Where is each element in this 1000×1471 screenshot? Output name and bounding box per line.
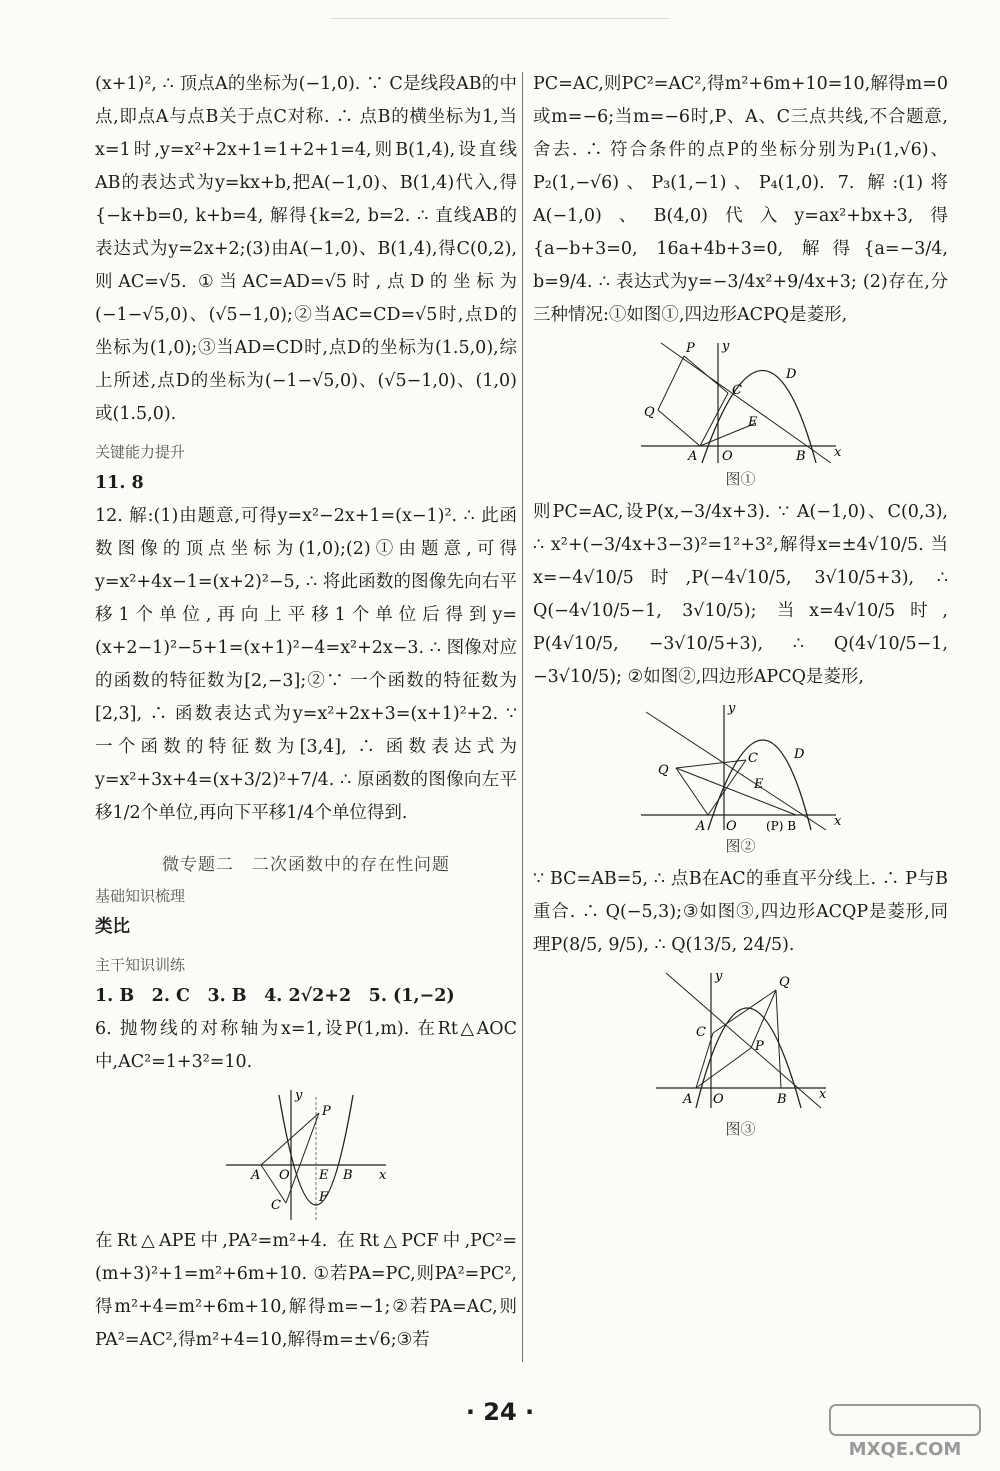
svg-text:Q: Q [657, 763, 669, 778]
svg-text:C: C [731, 383, 742, 398]
svg-text:O: O [721, 449, 733, 464]
svg-text:C: C [695, 1025, 706, 1040]
svg-text:P: P [754, 1039, 764, 1054]
svg-text:B: B [776, 1092, 787, 1107]
left-column [95, 68, 517, 1357]
svg-text:B: B [795, 449, 806, 464]
figure-3-rhombus-ACQP [651, 968, 831, 1118]
svg-text:O: O [712, 1092, 724, 1107]
svg-text:D: D [793, 747, 804, 762]
figure-caption: 图② [725, 837, 756, 855]
svg-text:(P) B: (P) B [765, 819, 796, 833]
svg-text:x: x [818, 1087, 826, 1102]
header-rule [330, 18, 670, 19]
svg-text:y: y [714, 969, 722, 984]
svg-text:A: A [695, 819, 705, 834]
solution-paragraph: ∵ BC=AB=5, ∴ 点B在AC的垂直平分线上. ∴ P与B重合. ∴ Q(−5,3);③如图③,四边形ACQP是菱形,同理P(8/5, 9/5), ∴ Q(13/5, 24/5). [533, 869, 948, 955]
figure-parabola-q6 [221, 1085, 391, 1225]
answer-list: 1. B 2. C 3. B 4. 2√2+2 5. (1,−2) [95, 986, 455, 1006]
topic-title: 微专题二 二次函数中的存在性问题 [162, 855, 450, 875]
svg-text:y: y [727, 701, 735, 716]
svg-text:E: E [319, 1168, 329, 1183]
svg-text:O: O [279, 1168, 290, 1183]
keyword: 类比 [95, 917, 130, 937]
svg-text:B: B [343, 1168, 353, 1183]
svg-text:y: y [721, 339, 729, 354]
svg-text:E: E [747, 415, 757, 430]
svg-text:P: P [322, 1104, 331, 1119]
figure-caption: 图① [725, 470, 756, 488]
svg-text:Q: Q [643, 405, 655, 420]
watermark-logo [820, 1401, 990, 1461]
svg-text:O: O [725, 819, 737, 834]
svg-text:A: A [682, 1092, 692, 1107]
svg-text:C: C [747, 751, 758, 766]
solution-paragraph: PC=AC,则PC²=AC²,得m²+6m+10=10,解得m=0或m=−6;当m=−6时,P、A、C三点共线,不合题意,舍去. ∴ 符合条件的点P的坐标分别为P₁(1,√6)、P₂(1,−√6)、P₃(1,−1)、P₄(1,0). 7. 解:(1)将A(−1,0)、B(4,0)代入y=ax²+bx+3,得{a−b+3=0, 16a+4b+3=0, 解得{a=−3/4, b=9/4. ∴ 表达式为y=−3/4x²+9/4x+3; (2)存在,分三种情况:①如图①,四边形ACPQ是菱形, [533, 74, 948, 325]
svg-text:E: E [753, 777, 763, 792]
answer-12: 12. 解:(1)由题意,可得y=x²−2x+1=(x−1)². ∴ 此函数图像的顶点坐标为(1,0);(2)①由题意,可得y=x²+4x−1=(x+2)²−5, ∴ 将此函数的图像先向右平移1个单位,再向上平移1个单位后得到y=(x+2−1)²−5+1=(x+1)²−4=x²+2x−3. ∴ 图像对应的函数的特征数为[2,−3];②∵ 一个函数的特征数为[2,3], ∴ 函数表达式为y=x²+2x+3=(x+1)²+2. ∵ 一个函数的特征数为[3,4], ∴ 函数表达式为y=x²+3x+4=(x+3/2)²+7/4. ∴ 原函数的图像向左平移1/2个单位,再向下平移1/4个单位得到. [95, 506, 517, 823]
answer-6: 6. 抛物线的对称轴为x=1,设P(1,m). 在Rt△AOC中,AC²=1+3²=10. [95, 1019, 517, 1072]
column-divider [522, 72, 523, 1362]
figure-caption: 图③ [725, 1120, 756, 1138]
svg-text:P: P [685, 341, 695, 356]
figure-1-rhombus-ACPQ [636, 338, 846, 468]
svg-text:C: C [271, 1198, 281, 1213]
figure-2-rhombus-APCQ [636, 700, 846, 835]
solution-paragraph: 则PC=AC,设P(x,−3/4x+3). ∵ A(−1,0)、C(0,3), ∴ x²+(−3/4x+3−3)²=1²+3²,解得x=±4√10/5. 当x=−4√10/5时,P(−4√10/5, 3√10/5+3), ∴ Q(−4√10/5−1, 3√10/5); 当x=4√10/5时, P(4√10/5, −3√10/5+3), ∴ Q(4√10/5−1, −3√10/5); ②如图②,四边形APCQ是菱形, [533, 502, 948, 687]
svg-text:x: x [833, 445, 841, 460]
section-heading: 基础知识梳理 [95, 887, 186, 905]
right-column [533, 68, 948, 1146]
svg-text:D: D [785, 367, 796, 382]
section-heading: 主干知识训练 [95, 956, 186, 974]
answer-11: 11. 8 [95, 473, 144, 493]
answer-6-continued: 在Rt△APE中,PA²=m²+4. 在Rt△PCF中,PC²=(m+3)²+1=m²+6m+10. ①若PA=PC,则PA²=PC²,得m²+4=m²+6m+10,解得m=−1;②若PA=AC,则PA²=AC²,得m²+4=10,解得m=±√6;③若 [95, 1231, 517, 1350]
svg-text:x: x [379, 1168, 387, 1183]
svg-text:A: A [687, 449, 697, 464]
svg-text:A: A [251, 1168, 261, 1183]
page-number: · 24 · [465, 1398, 535, 1426]
svg-text:F: F [319, 1190, 329, 1205]
svg-text:Q: Q [778, 975, 790, 990]
section-heading: 关键能力提升 [95, 443, 186, 461]
solution-paragraph: (x+1)², ∴ 顶点A的坐标为(−1,0). ∵ C是线段AB的中点,即点A与点B关于点C对称. ∴ 点B的横坐标为1,当x=1时,y=x²+2x+1=1+2+1=4,则B(1,4),设直线AB的表达式为y=kx+b,把A(−1,0)、B(1,4)代入,得{−k+b=0, k+b=4, 解得{k=2, b=2. ∴ 直线AB的表达式为y=2x+2;(3)由A(−1,0)、B(1,4),得C(0,2),则AC=√5. ①当AC=AD=√5时,点D的坐标为(−1−√5,0)、(√5−1,0);②当AC=CD=√5时,点D的坐标为(1,0);③当AD=CD时,点D的坐标为(1.5,0),综上所述,点D的坐标为(−1−√5,0)、(√5−1,0)、(1,0)或(1.5,0). [95, 74, 517, 424]
svg-text:x: x [833, 814, 841, 829]
svg-text:y: y [295, 1088, 303, 1103]
watermark-text: MXQE.COM [848, 1439, 962, 1460]
